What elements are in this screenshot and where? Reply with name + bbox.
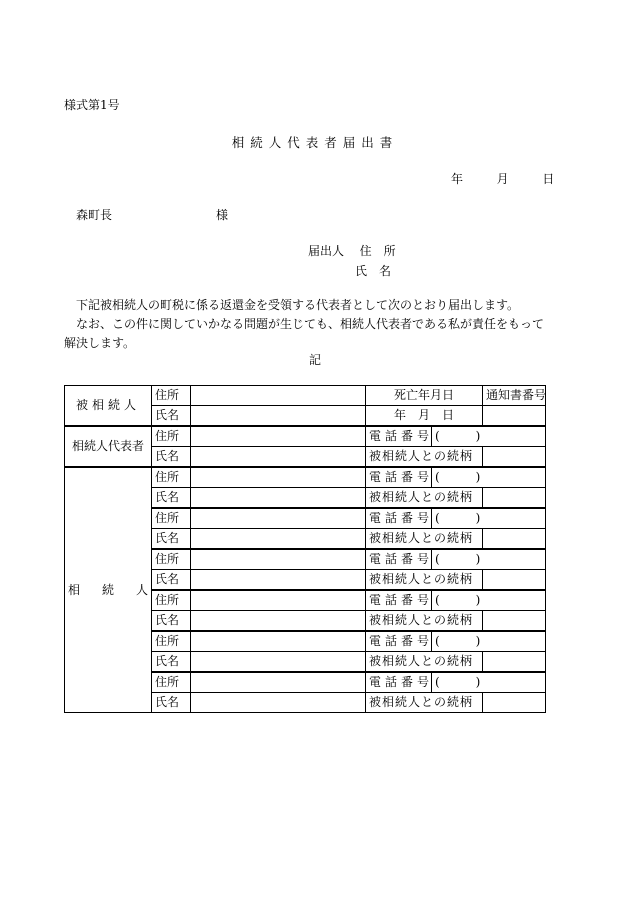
date-year: 年 [451,172,464,186]
relationship-label: 被相続人との続柄 [366,570,483,591]
date-month: 月 [496,172,509,186]
heir-address-label: 住所 [152,590,191,611]
date-day: 日 [542,172,555,186]
heir-relationship-field[interactable] [483,652,546,673]
representative-address-label: 住所 [152,426,191,447]
heir-phone-field[interactable]: ( ) [432,590,546,611]
notice-number-label: 通知書番号 [483,386,546,406]
phone-label: 電話番号 [366,590,432,611]
heir-relationship-field[interactable] [483,488,546,509]
phone-label: 電話番号 [366,467,432,488]
phone-label: 電話番号 [366,631,432,652]
representative-address-field[interactable] [191,426,366,447]
declaration-text [64,296,554,353]
applicant-address-line [308,242,396,259]
relationship-label: 被相続人との続柄 [366,652,483,673]
heir-address-label: 住所 [152,672,191,693]
date-line [451,170,554,187]
relationship-label: 被相続人との続柄 [366,693,483,713]
decedent-address-field[interactable] [191,386,366,406]
heir-name-label: 氏名 [152,693,191,713]
applicant-label: 届出人 [308,244,345,258]
phone-label: 電話番号 [366,508,432,529]
heir-name-field[interactable] [191,529,366,550]
heir-address-label: 住所 [152,549,191,570]
heir-relationship-field[interactable] [483,693,546,713]
heir-phone-field[interactable]: ( ) [432,672,546,693]
heir-address-row [65,467,546,488]
decedent-label: 被相続人 [65,386,152,427]
representative-name-field[interactable] [191,447,366,468]
addressee-name: 森町長 [76,208,113,222]
document-title: 相続人代表者届出書 [231,135,399,150]
addressee [76,206,229,223]
heir-address-field[interactable] [191,467,366,488]
heir-phone-field[interactable]: ( ) [432,631,546,652]
heir-address-field[interactable] [191,508,366,529]
heir-phone-field[interactable]: ( ) [432,508,546,529]
heir-address-field[interactable] [191,549,366,570]
heir-name-field[interactable] [191,488,366,509]
honorific: 様 [216,208,229,222]
heir-name-label: 氏名 [152,652,191,673]
decedent-name-field[interactable] [191,406,366,427]
heir-address-label: 住所 [152,508,191,529]
heir-address-label: 住所 [152,467,191,488]
decedent-address-label: 住所 [152,386,191,406]
decedent-address-row [65,386,546,406]
heir-phone-field[interactable]: ( ) [432,549,546,570]
phone-label: 電話番号 [366,672,432,693]
representative-relationship-field[interactable] [483,447,546,468]
ki-heading: 記 [308,353,321,367]
heir-name-field[interactable] [191,652,366,673]
death-date-label: 死亡年月日 [366,386,483,406]
death-date-field[interactable]: 年 月 日 [366,406,483,427]
heir-address-field[interactable] [191,672,366,693]
representative-address-row [65,426,546,447]
applicant-address-label: 住 所 [359,244,396,258]
heirs-table [64,385,546,713]
heir-relationship-field[interactable] [483,611,546,632]
heir-relationship-field[interactable] [483,529,546,550]
heir-name-field[interactable] [191,611,366,632]
heir-relationship-field[interactable] [483,570,546,591]
heirs-label: 相続人 [65,467,152,713]
declaration-paragraph-1: 下記被相続人の町税に係る返還金を受領する代表者として次のとおり届出します。 [76,298,520,312]
phone-label: 電話番号 [366,426,432,447]
heir-phone-field[interactable]: ( ) [432,467,546,488]
representative-label: 相続人代表者 [65,426,152,467]
heir-name-field[interactable] [191,570,366,591]
notice-number-field[interactable] [483,406,546,427]
relationship-label: 被相続人との続柄 [366,611,483,632]
heir-address-field[interactable] [191,590,366,611]
representative-name-label: 氏名 [152,447,191,468]
phone-label: 電話番号 [366,549,432,570]
heir-name-label: 氏名 [152,611,191,632]
form-number: 様式第1号 [64,98,120,112]
representative-phone-field[interactable]: ( ) [432,426,546,447]
heir-name-label: 氏名 [152,570,191,591]
heir-name-label: 氏名 [152,529,191,550]
decedent-name-label: 氏名 [152,406,191,427]
relationship-label: 被相続人との続柄 [366,488,483,509]
declaration-paragraph-2: なお、この件に関していかなる問題が生じても、相続人代表者である私が責任をもって解決します。 [64,317,545,350]
relationship-label: 被相続人との続柄 [366,447,483,468]
heir-name-label: 氏名 [152,488,191,509]
heir-address-label: 住所 [152,631,191,652]
heir-name-field[interactable] [191,693,366,713]
relationship-label: 被相続人との続柄 [366,529,483,550]
heir-address-field[interactable] [191,631,366,652]
applicant-name-label: 氏 名 [355,264,392,278]
